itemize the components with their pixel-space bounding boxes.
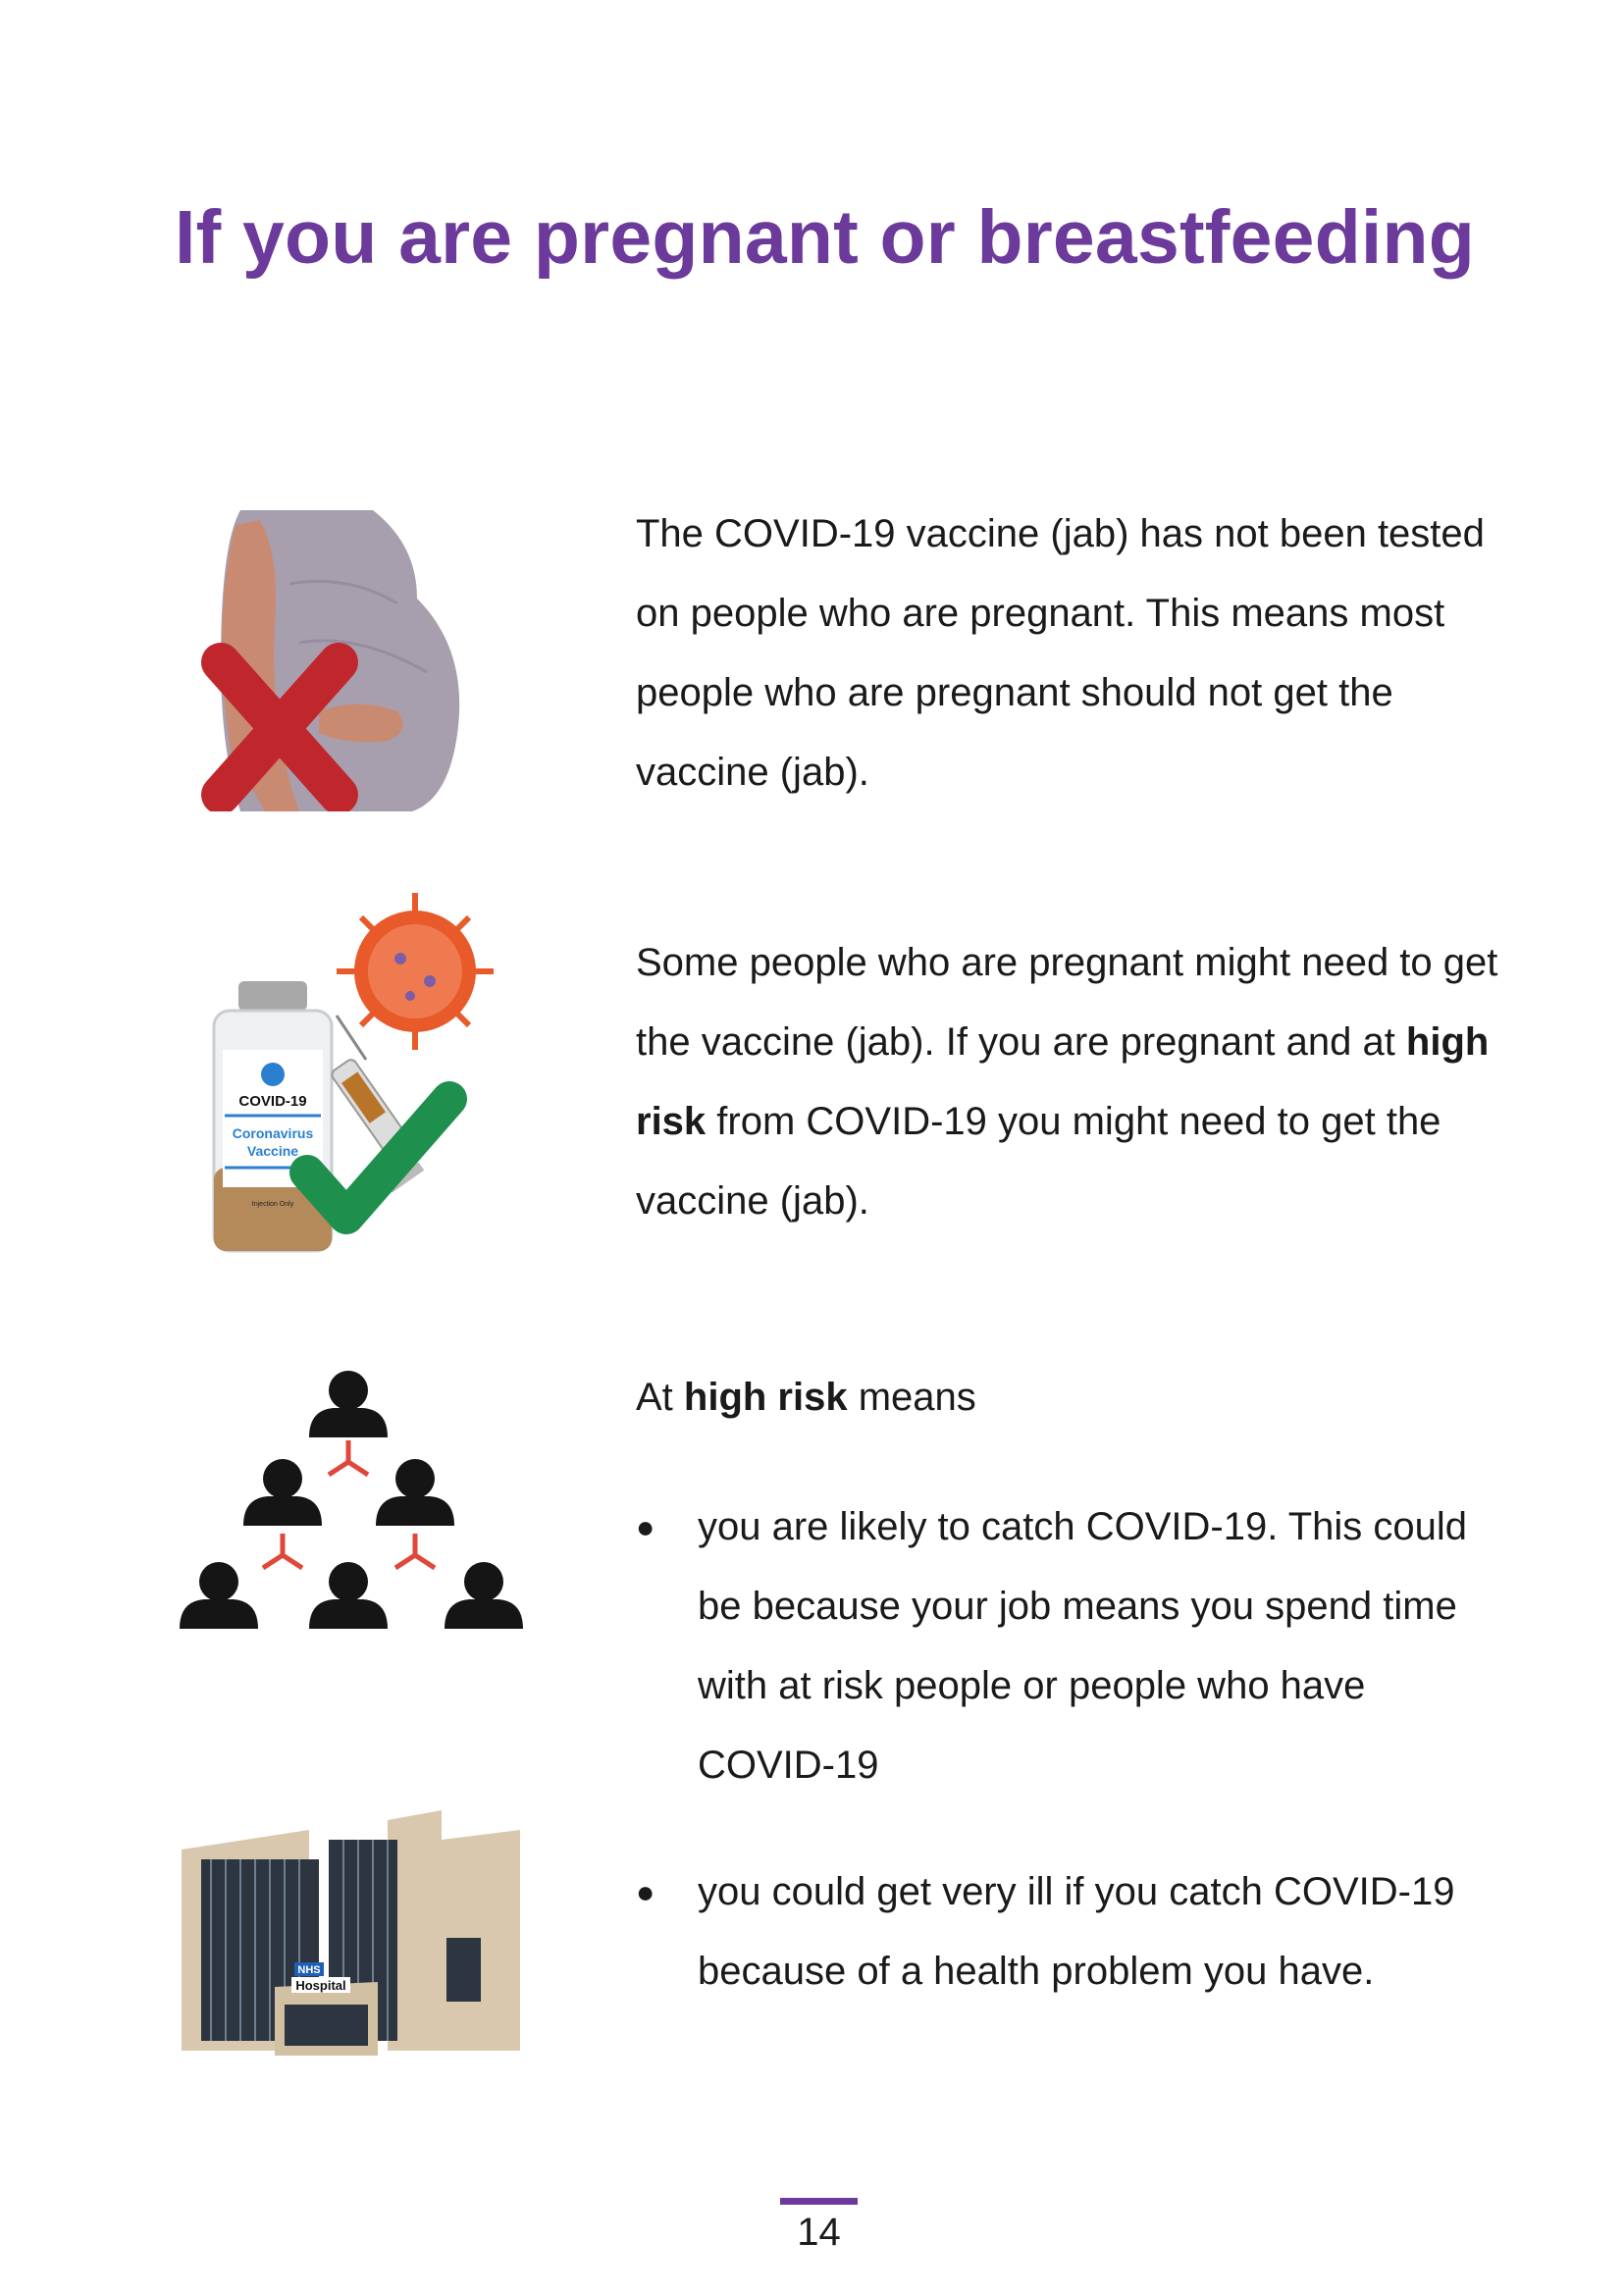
vial-label-top: COVID-19 xyxy=(238,1093,307,1110)
nhs-badge: NHS xyxy=(297,1964,321,1976)
list-item xyxy=(636,1852,1519,2091)
pregnant-no-icon xyxy=(201,505,464,811)
vial-label-middle-2: Vaccine xyxy=(246,1143,299,1159)
virus-icon xyxy=(337,893,494,1050)
list-item xyxy=(636,1487,1519,1805)
section-text: Some people who are pregnant might need to get the vaccine (jab). If you are pregnant and at high risk from COVID-19 you might need to get the vaccine (jab). xyxy=(636,941,1498,1223)
hospital-icon xyxy=(182,1791,520,2060)
high-risk-heading: At high risk means xyxy=(636,1376,976,1419)
page-number: 14 xyxy=(797,2211,841,2254)
people-network-icon xyxy=(180,1359,523,1643)
list-item-text: you are likely to catch COVID-19. This could be because your job means you spend time with at risk people or people who have COVID-19 xyxy=(698,1505,1468,1787)
page-number-bar xyxy=(780,2198,858,2205)
vial-label-middle: Coronavirus xyxy=(232,1125,314,1141)
hospital-sign: Hospital xyxy=(295,1978,346,1993)
list-item-text: you could get very ill if you catch COVID-19 because of a health problem you have. xyxy=(698,1870,1455,1993)
vaccine-yes-icon xyxy=(209,888,513,1256)
page-title: If you are pregnant or breastfeeding xyxy=(175,195,1475,280)
vial-label-bottom: Injection Only xyxy=(251,1201,294,1208)
section-text: The COVID-19 vaccine (jab) has not been tested on people who are pregnant. This means most people who are pregnant should not get the vaccine (jab). xyxy=(636,512,1485,794)
bullet-icon: ● xyxy=(636,1509,655,1544)
bullet-icon: ● xyxy=(636,1874,655,1909)
vial-icon xyxy=(214,981,332,1251)
